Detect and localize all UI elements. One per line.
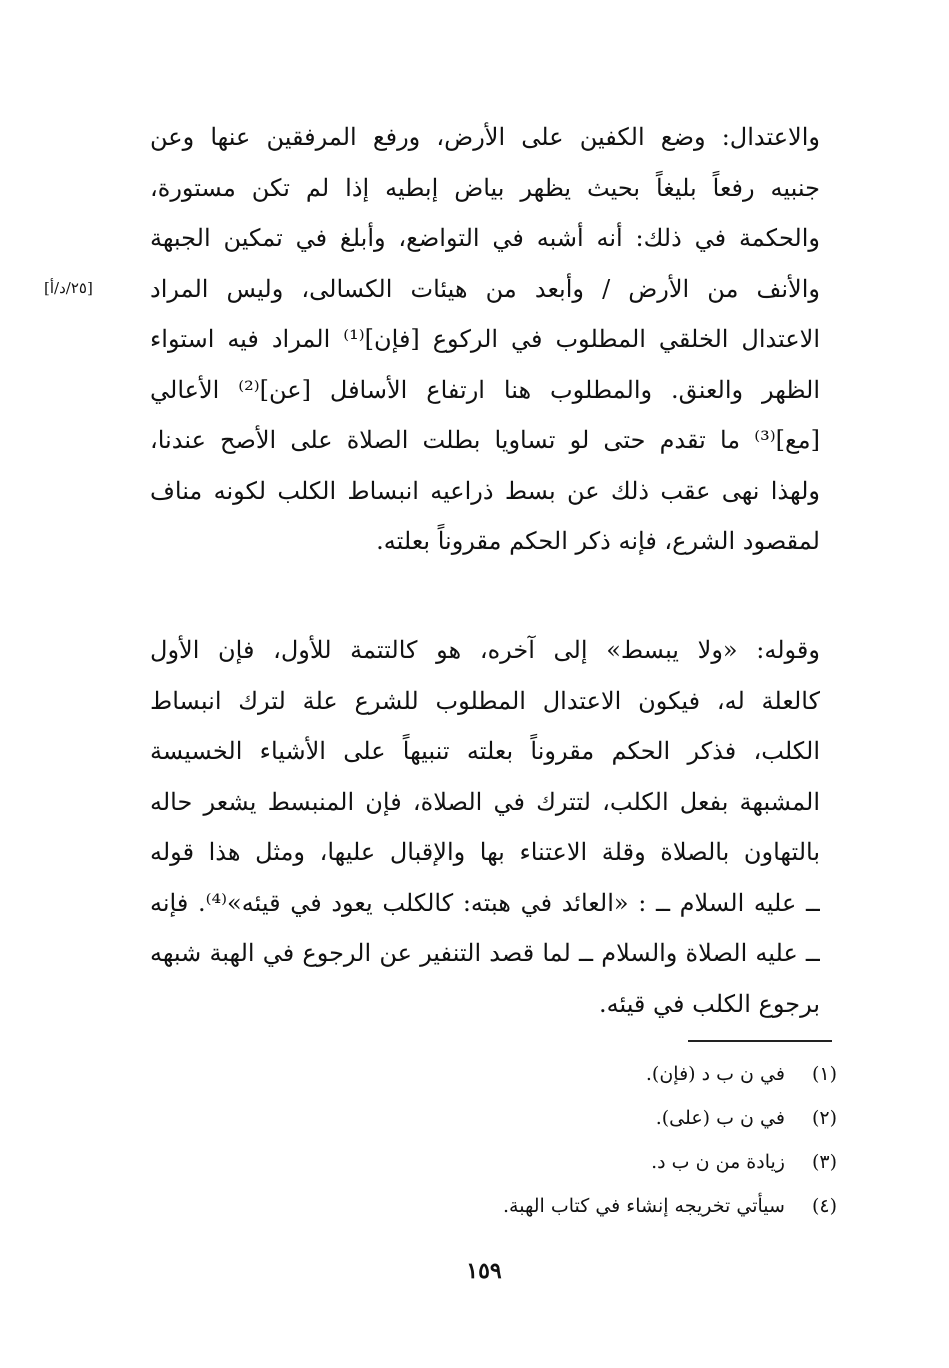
text-line: [مع]⁽³⁾ ما تقدم حتى لو تساويا بطلت الصلاة على الأصح عندنا، [150, 426, 820, 454]
footnote-divider [688, 1040, 832, 1042]
main-paragraph-1 [150, 112, 820, 567]
footnote-text: زيادة من ن ب د. [651, 1151, 785, 1173]
text-line: ــ عليه السلام ــ : «العائد في هبته: كالكلب يعود في قيئه»⁽⁴⁾. فإنه [150, 888, 820, 917]
footnote-item [417, 1096, 837, 1140]
text-line: بالتهاون بالصلاة وقلة الاعتناء بها والإقبال عليها، ومثل هذا قوله [150, 838, 820, 866]
text-line: الاعتدال الخلقي المطلوب في الركوع [فإن]⁽¹⁾ المراد فيه استواء [150, 325, 820, 353]
text-line: ولهذا نهى عقب ذلك عن بسط ذراعيه انبساط الكلب لكونه مناف [150, 476, 820, 505]
text-line: كالعلة له، فيكون الاعتدال المطلوب للشرع علة لترك انبساط [150, 686, 820, 715]
text-line: لمقصود الشرع، فإنه ذكر الحكم مقروناً بعلته. [376, 527, 820, 555]
text-line: والاعتدال: وضع الكفين على الأرض، ورفع المرفقين عنها وعن [150, 123, 820, 151]
text-line: والحكمة في ذلك: أنه أشبه في التواضع، وأبلغ في تمكين الجبهة [150, 224, 820, 252]
footnote-item [417, 1052, 837, 1096]
text-line: الظهر والعنق. والمطلوب هنا ارتفاع الأسافل [عن]⁽²⁾ الأعالي [150, 375, 820, 404]
footnote-number: (٣) [811, 1151, 837, 1173]
page-number: ١٥٩ [466, 1258, 502, 1284]
manuscript-margin-reference: [٢٥/د/أ] [44, 279, 93, 297]
main-paragraph-2 [150, 625, 820, 1029]
footnote-item [417, 1140, 837, 1184]
footnote-number: (١) [811, 1063, 837, 1085]
text-line: والأنف من الأرض / وأبعد من هيئات الكسالى، وليس المراد [150, 274, 820, 303]
text-line: برجوع الكلب في قيئه. [598, 989, 820, 1018]
footnote-number: (٤) [811, 1195, 837, 1217]
text-line: وقوله: «ولا يبسط» إلى آخره، هو كالتتمة للأول، فإن الأول [150, 636, 820, 664]
footnote-text: في ن ب د (فإن). [645, 1063, 785, 1085]
footnotes [417, 1052, 837, 1228]
text-line: المشبهة بفعل الكلب، لتترك في الصلاة، فإن المنبسط يشعر حاله [150, 787, 820, 816]
text-line: جنبيه رفعاً بليغاً بحيث يظهر بياض إبطيه إذا لم تكن مستورة، [150, 173, 820, 202]
footnote-text: سيأتي تخريجه إنشاء في كتاب الهبة. [503, 1195, 785, 1217]
footnote-item [417, 1184, 837, 1228]
footnote-number: (٢) [811, 1107, 837, 1129]
footnote-text: في ن ب (على). [655, 1107, 785, 1129]
text-line: ــ عليه الصلاة والسلام ــ لما قصد التنفير عن الرجوع في الهبة شبهه [150, 939, 820, 967]
text-line: الكلب، فذكر الحكم مقروناً بعلته تنبيهاً على الأشياء الخسيسة [150, 737, 820, 765]
